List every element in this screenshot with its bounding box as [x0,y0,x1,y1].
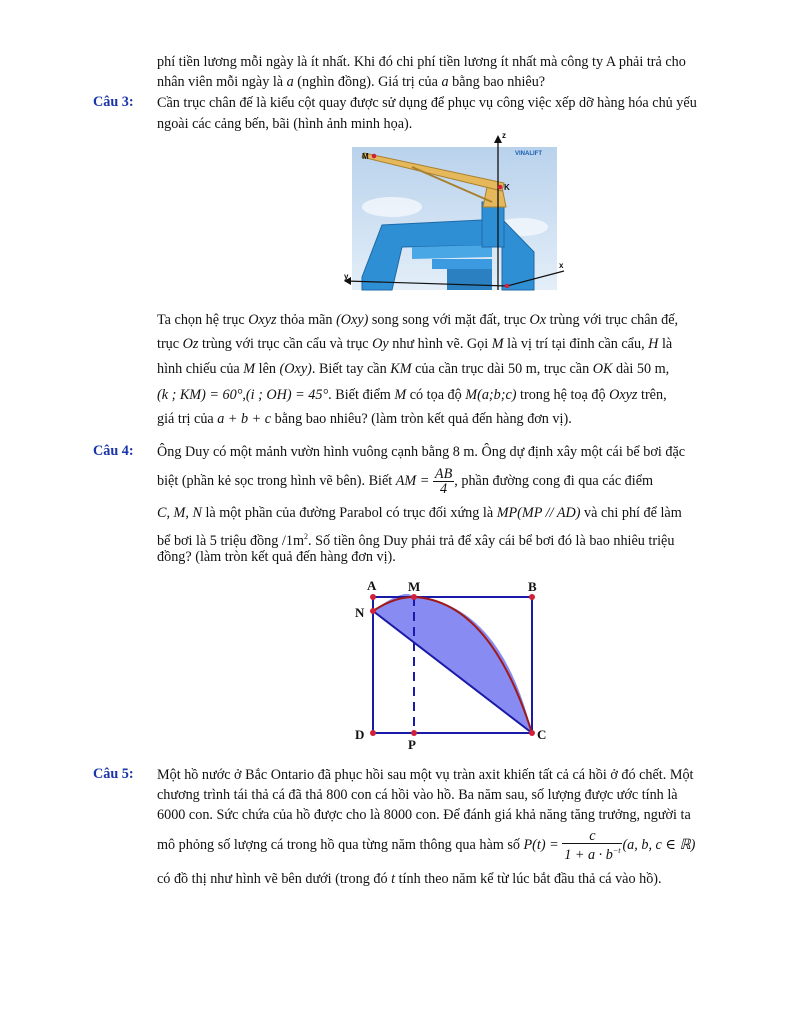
q3-m3: M [394,387,407,403]
point-d [370,730,376,736]
intro-line-1 [157,53,686,71]
q4-text-2b: , phần đường cong đi qua các điểm [454,473,654,489]
label-z: z [502,131,506,140]
q5-line-1 [157,766,694,784]
q3-line-2 [157,115,412,133]
q3-p1c: song song với mặt đất, trục [368,312,530,328]
q4-text-2a: biệt (phần kẻ sọc trong hình vẽ bên). Biết [157,473,396,489]
q5-func: P(t) = [523,837,559,853]
q3-sep: , [242,387,246,403]
intro-text-2c: bằng bao nhiêu? [448,74,546,90]
q3-plane2: (Oxy) [279,361,312,377]
q4-line-1 [157,443,685,461]
q4-line-4 [157,528,674,550]
q5-text-3: 6000 con. Sức chứa của hồ được cho là 8000 con. Để đánh giá khả năng tăng trưởng, người ta [157,807,691,823]
q3-p2d: là vị trí tại đỉnh cần cẩu, [503,336,649,352]
q3-ok: OK [592,361,613,377]
q4-text-4b: . Số tiền ông Duy phải trả để xây cái bể bơi đó là bao nhiêu triệu [308,533,675,549]
q3-km: KM [390,361,412,377]
q5-text-5b: tính theo năm kể từ lúc bắt đầu thả cá vào hồ). [395,871,662,887]
pool-figure [350,575,560,755]
q5-text-2: chương trình tái thả cá đã thả 800 con cá hồi vào hồ. Ba năm sau, số lượng được ước tính là [157,787,678,803]
label-m: M [408,579,421,594]
q3-p4c: trong hệ toạ độ [516,387,610,403]
q5-frac-den [562,844,622,862]
question-5-label: Câu 5: [93,766,134,782]
q3-p4d: trên, [637,387,667,403]
q5-den-base: 1 + a · b [564,847,613,864]
q3-sys: Oxyz [248,312,277,328]
q4-axis: MP(MP // AD) [496,505,581,521]
q4-fraction [433,467,454,496]
label-x: x [559,261,564,270]
q3-angle-2: (i ; OH) = 45° [245,387,329,403]
label-n: N [355,605,365,620]
q3-p5a: giá trị của [157,411,218,427]
q3-p3d: của cần trục dài 50 m, trục cần [411,361,593,377]
q4-frac-num: AB [434,466,453,483]
q3-h: H [648,336,659,352]
q3-line-1 [157,94,697,112]
label-k: K [504,183,510,192]
brand-logo: VINALIFT [515,151,542,157]
q3-expr: a + b + c [217,411,272,427]
point-n [370,608,376,614]
q3-para-3 [157,360,669,378]
var-a: a [286,74,294,90]
q3-sys2: Oxyz [609,387,638,403]
q4-text-3b: và chi phí để làm [580,505,682,521]
var-a-2: a [441,74,449,90]
label-c: C [537,727,547,742]
point-c [529,730,535,736]
q3-p5b: bằng bao nhiêu? (làm tròn kết quả đến hàng đơn vị). [271,411,572,427]
label-d: D [355,727,365,742]
z-axis-arrow [494,135,502,143]
q3-ox: Ox [529,312,547,328]
q3-p1d: trùng với trục chân đế, [546,312,679,328]
q5-frac-num: c [562,829,622,844]
q3-p3a: hình chiếu của [157,361,244,377]
q3-p1b: thỏa mãn [276,312,337,328]
q3-m: M [491,336,504,352]
q4-line-3 [157,504,682,522]
label-p: P [408,737,416,752]
q3-p2c: như hình vẽ. Gọi [388,336,492,352]
intro-text-1: phí tiền lương mỗi ngày là ít nhất. Khi đó chi phí tiền lương ít nhất mà công ty A phải trả cho [157,54,686,70]
q3-para-2 [157,335,672,353]
q5-fraction [562,829,622,862]
q3-p3b: lên [255,361,280,377]
q4-text-3a: là một phần của đường Parabol có trục đối xứng là [201,505,497,521]
q4-line-5 [157,548,396,566]
question-4-label: Câu 4: [93,443,134,459]
q3-angle-1: (k ; KM) = 60° [157,387,243,403]
label-a: A [367,578,377,593]
q3-p1a: Ta chọn hệ trục [157,312,249,328]
label-b: B [528,579,537,594]
q4-text-4a: bể bơi là 5 triệu đồng /1m [157,533,304,549]
q4-pts: C, M, N [157,505,202,521]
q4-sup: 2 [304,532,308,541]
point-m [411,594,417,600]
q3-p2e: là [658,336,673,352]
q3-oy: Oy [372,336,389,352]
q5-params: (a, b, c ∈ ℝ) [622,837,696,853]
q5-t: t [391,871,396,887]
point-p [411,730,417,736]
q4-text-1: Ông Duy có một mảnh vườn hình vuông cạnh bằng 8 m. Ông dự định xây một cái bể bơi đặc [157,444,686,460]
intro-text-2a: nhân viên mỗi ngày là [157,74,287,90]
q5-text-5a: có đồ thị như hình vẽ bên dưới (trong đó [157,871,392,887]
q5-line-2 [157,786,678,804]
q3-p2b: trùng với trục cần cẩu và trục [198,336,373,352]
q3-oz: Oz [182,336,199,352]
pool-region [373,594,532,733]
point-m [372,154,377,159]
q3-p4b: có tọa độ [406,387,466,403]
q3-para-1 [157,311,678,329]
cloud [362,197,422,217]
q3-coord: M(a;b;c) [465,387,517,403]
q4-am: AM = [395,473,430,489]
q3-m2: M [243,361,256,377]
point-b [529,594,535,600]
point-k [498,185,503,190]
q3-p3e: dài 50 m, [612,361,670,377]
q3-text-2: ngoài các cảng bến, bãi (hình ảnh minh họa). [157,116,413,132]
q3-para-5 [157,410,572,428]
question-3-label: Câu 3: [93,94,134,110]
q3-p2a: trục [157,336,183,352]
q5-line-4 [157,827,695,863]
intro-line-2 [157,73,545,91]
q5-line-3 [157,806,691,824]
q4-frac-den: 4 [440,481,448,498]
q5-line-5 [157,870,662,888]
label-y: y [344,272,349,281]
label-m: M [362,152,369,161]
q5-text-4a: mô phỏng số lượng cá trong hồ qua từng năm thông qua hàm số [157,837,524,853]
crane-figure [344,131,564,290]
point-a [370,594,376,600]
point-o [505,284,510,289]
intro-text-2b: (nghìn đồng). Giá trị của [293,74,442,90]
q3-p4a: . Biết điểm [328,387,395,403]
q4-text-5: đồng? (làm tròn kết quả đến hàng đơn vị). [157,549,396,565]
q3-plane: (Oxy) [336,312,369,328]
q5-text-1: Một hồ nước ở Bắc Ontario đã phục hồi sau một vụ tràn axit khiến tất cả cá hồi ở đó chết. Một [157,767,694,783]
q5-den-exp: −t [612,846,621,856]
q3-p3c: . Biết tay cần [311,361,391,377]
q4-line-2 [157,463,653,499]
q3-text-1: Cần trục chân đế là kiểu cột quay được sử dụng để phục vụ công việc xếp dỡ hàng hóa chủ yếu [157,95,697,111]
q3-para-4 [157,386,667,404]
